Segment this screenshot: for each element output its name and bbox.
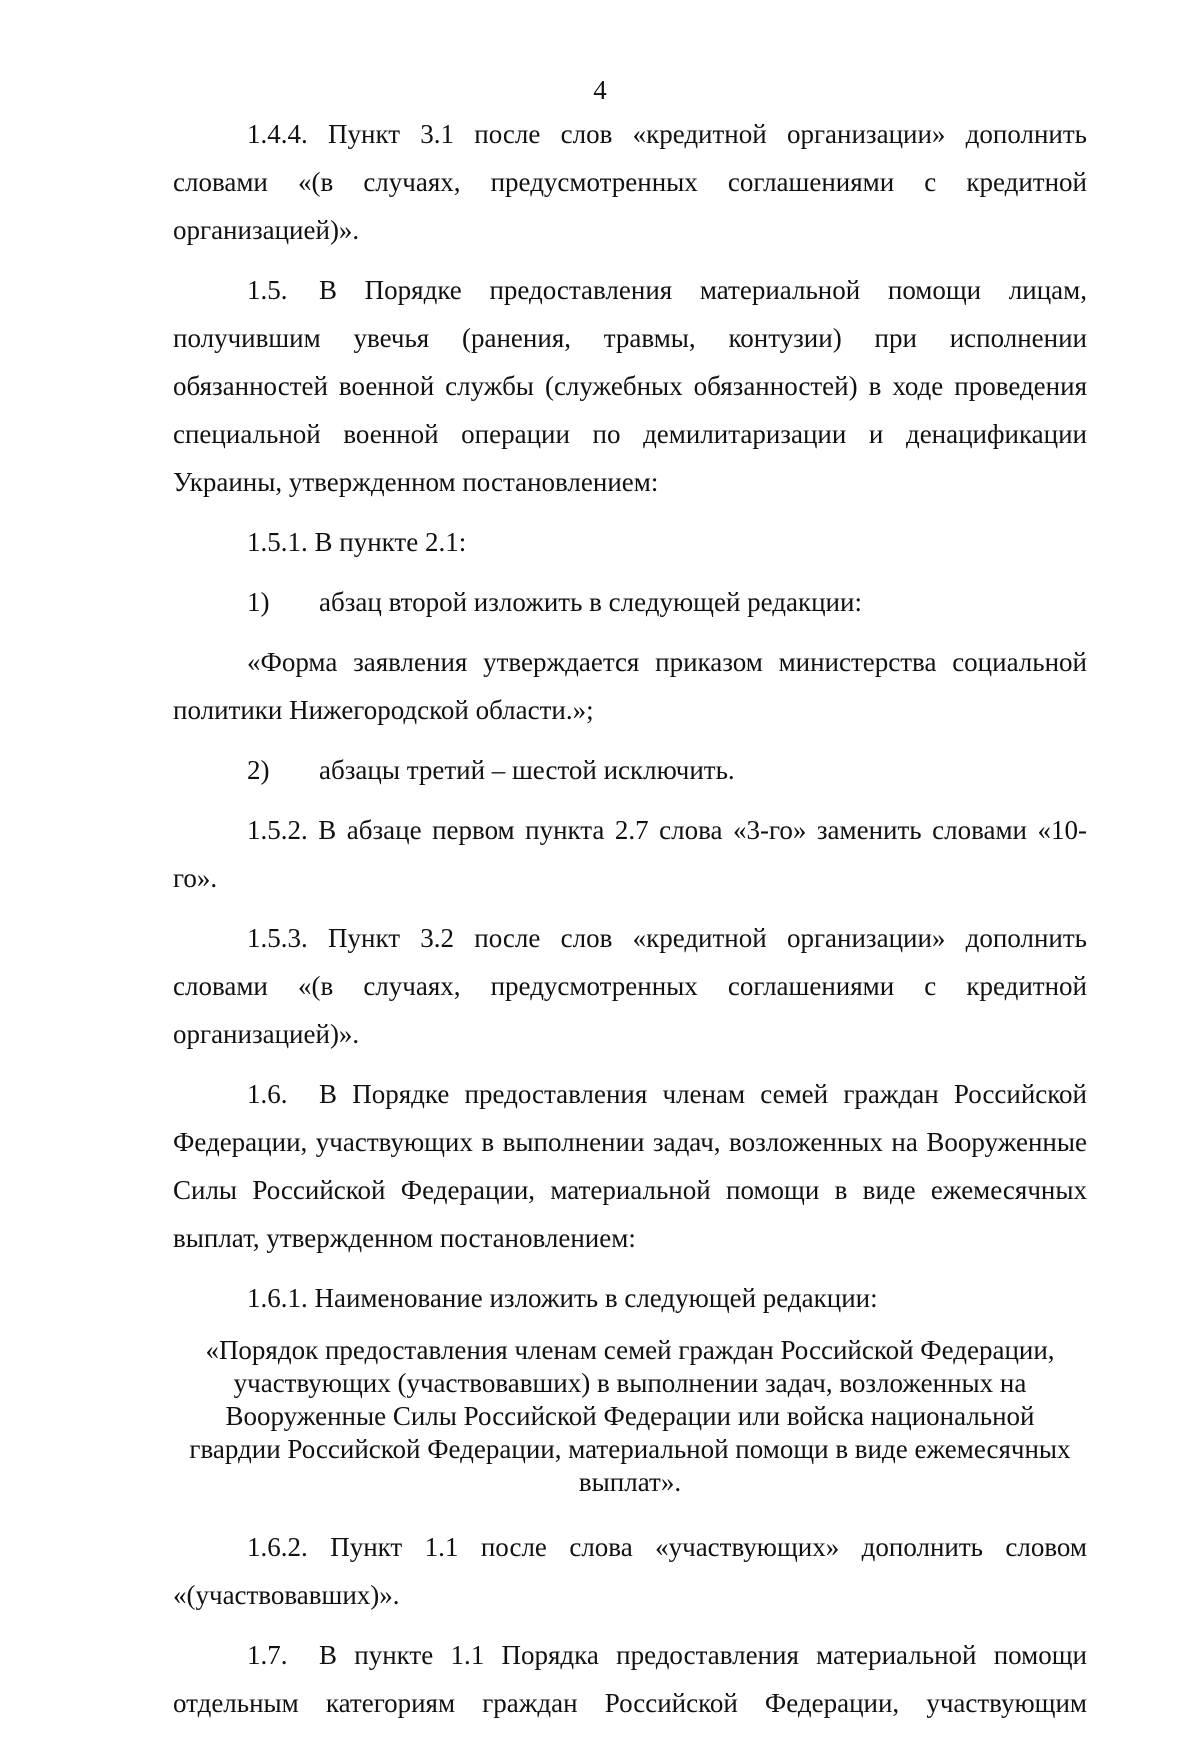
- paragraph-1-6-1: 1.6.1. Наименование изложить в следующей редакции:: [247, 1283, 878, 1313]
- paragraph-1-7: [173, 1631, 1087, 1727]
- paragraph-1-6-2: 1.6.2. Пункт 1.1 после слова «участвующих» дополнить словом «(участвовавших)».: [173, 1532, 1087, 1610]
- quoted-title-block: «Порядок предоставления членам семей граждан Российской Федерации, участвующих (участвовавших) в выполнении задач, возложенных на Вооруженные Силы Российской Федерации или войска национальной гвардии Российской Федерации, материальной помощи в виде ежемесячных выплат».: [189, 1335, 1071, 1497]
- paragraph-1-6-text: В Порядке предоставления членам семей граждан Российской Федерации, участвующих в выполнении задач, возложенных на Вооруженные Силы Российской Федерации, материальной помощи в виде ежемесячных выплат, утвержденном постановлением:: [173, 1079, 1087, 1253]
- list-item-2: [173, 746, 1087, 794]
- paragraph-form-quote: «Форма заявления утверждается приказом министерства социальной политики Нижегородской области.»;: [173, 647, 1087, 725]
- list-item-2-number: 2): [247, 755, 270, 785]
- paragraph-1-6: [173, 1070, 1087, 1262]
- paragraph-1-5-2: 1.5.2. В абзаце первом пункта 2.7 слова «3-го» заменить словами «10-го».: [173, 815, 1087, 893]
- paragraph-1-5-3: 1.5.3. Пункт 3.2 после слов «кредитной организации» дополнить словами «(в случаях, предусмотренных соглашениями с кредитной организацией)».: [173, 923, 1087, 1049]
- document-body: [173, 110, 1087, 1739]
- paragraph-1-5-text: В Порядке предоставления материальной помощи лицам, получившим увечья (ранения, травмы, контузии) при исполнении обязанностей военной службы (служебных обязанностей) в ходе проведения специальной военной операции по демилитаризации и денацификации Украины, утвержденном постановлением:: [173, 275, 1087, 497]
- page-number: 4: [593, 75, 607, 105]
- list-item-1-text: абзац второй изложить в следующей редакции:: [319, 587, 862, 617]
- list-item-1-number: 1): [247, 587, 270, 617]
- list-item-1: [173, 578, 1087, 626]
- item-number-1-5: 1.5.: [247, 275, 288, 305]
- item-number-1-6: 1.6.: [247, 1079, 288, 1109]
- item-number-1-7: 1.7.: [247, 1640, 288, 1670]
- paragraph-1-5: [173, 266, 1087, 506]
- list-item-2-text: абзацы третий – шестой исключить.: [319, 755, 735, 785]
- paragraph-1-5-1: 1.5.1. В пункте 2.1:: [247, 527, 467, 557]
- paragraph-1-4-4: 1.4.4. Пункт 3.1 после слов «кредитной организации» дополнить словами «(в случаях, предусмотренных соглашениями с кредитной организацией)».: [173, 119, 1087, 245]
- paragraph-1-7-text: В пункте 1.1 Порядка предоставления материальной помощи отдельным категориям граждан Российской Федерации, участвующим: [173, 1640, 1087, 1718]
